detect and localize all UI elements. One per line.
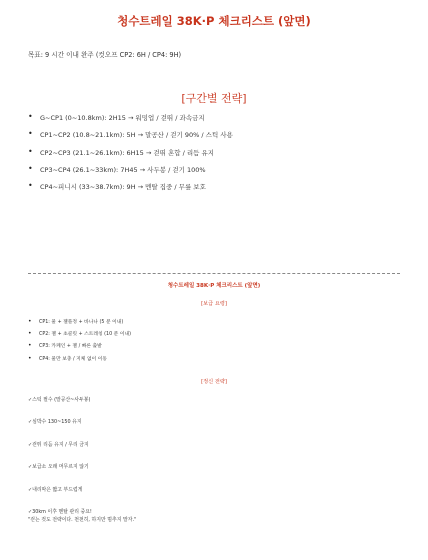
list-item: ✓30km 이후 멘탈 관리 중요! <box>28 508 92 515</box>
list-item: ✓심박수 130~150 유지 <box>28 419 82 426</box>
list-item: ✓보급소 오래 머무르지 않기 <box>28 464 89 471</box>
supply-list <box>28 320 131 369</box>
mental-list <box>28 397 92 531</box>
quote-text: "걷는 것도 전략이다. 천천히, 하지만 멈추지 말자." <box>28 517 137 523</box>
section-divider <box>28 273 400 274</box>
list-item: ✓걷뛰 리듬 유지 / 무리 금지 <box>28 441 89 448</box>
list-item: • CP4: 물만 보충 / 지체 없이 이동 <box>28 357 131 369</box>
list-item: • G~CP1 (0~10.8km): 2H15 → 워밍업 / 걷뛰 / 과속금지 <box>28 114 233 131</box>
list-item: • CP2~CP3 (21.1~26.1km): 6H15 → 걷뛰 혼합 / 리듬 유지 <box>28 149 233 166</box>
list-item: • CP1: 물 + 젤플정 + 바나나 (5 분 이내) <box>28 320 131 332</box>
section2-title: 청수트레일 38K·P 체크리스트 (앞면) <box>167 283 261 289</box>
list-item: • CP1~CP2 (10.8~21.1km): 5H → 말공산 / 걷기 90% / 스틱 사용 <box>28 131 233 148</box>
supply-heading: [보급 요령] <box>201 301 227 307</box>
list-item: ✓내리막은 짧고 부드럽게 <box>28 486 83 493</box>
list-item: • CP4~피니시 (33~38.7km): 9H → 멘탈 집중 / 무릎 보호 <box>28 183 233 200</box>
segment-list <box>28 114 233 200</box>
mental-heading: [정신 전략] <box>201 379 227 385</box>
page-title: 청수트레일 38K·P 체크리스트 (앞면) <box>117 14 311 28</box>
list-item: • CP2: 젤 + 초콜릿 + 스트레칭 (10 분 이내) <box>28 332 131 344</box>
list-item: • CP3: 카페인 + 젤 / 빠른 출발 <box>28 344 131 356</box>
list-item: ✓스틱 필수 (말공산~사두봉) <box>28 397 91 403</box>
goal-text: 목표: 9 시간 이내 완주 (컷오프 CP2: 6H / CP4: 9H) <box>28 51 182 59</box>
strategy-heading: [구간별 전략] <box>181 92 247 105</box>
list-item: • CP3~CP4 (26.1~33km): 7H45 → 사두봉 / 걷기 100% <box>28 166 233 183</box>
